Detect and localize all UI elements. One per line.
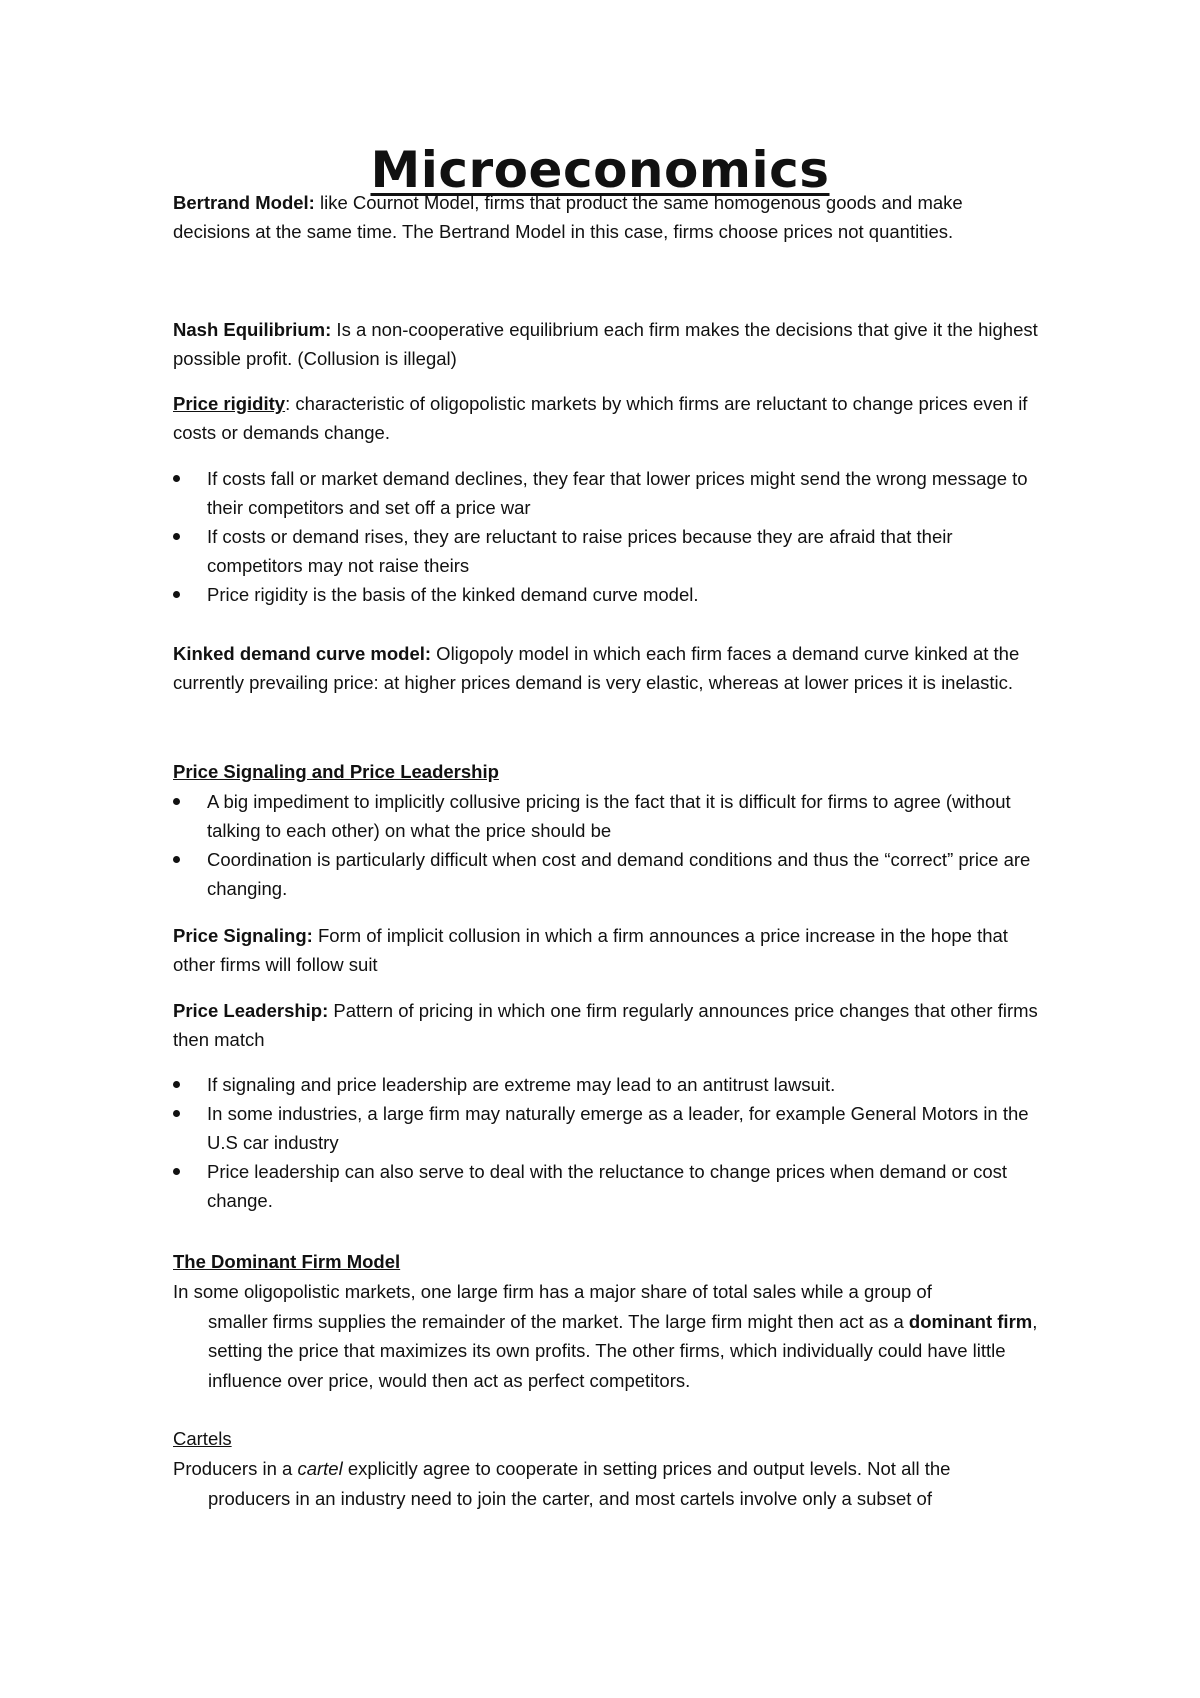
price-leadership-text: Pattern of pricing in which one firm regularly announces price changes that other firms then match [173, 1000, 1038, 1050]
nash-equilibrium-text: Is a non-cooperative equilibrium each firm makes the decisions that give it the highest possible profit. (Collusion is illegal) [173, 319, 1038, 369]
price-rigidity-paragraph [173, 389, 1043, 447]
bullet-icon [173, 1110, 180, 1117]
dominant-firm-text-a: smaller firms supplies the remainder of the market. The large firm might then act as a [208, 1310, 909, 1332]
dominant-firm-text-b: , setting the price that maximizes its own profits. The other firms, which individually could have little influence over price, would then act as perfect competitors. [208, 1310, 1038, 1391]
cartels-text-b: explicitly agree to cooperate in setting prices and output levels. Not all the [342, 1458, 951, 1479]
list-item-text: If costs fall or market demand declines, they fear that lower prices might send the wrong message to their competitors and set off a price war [207, 468, 1028, 518]
bertrand-model-term: Bertrand Model: [173, 192, 315, 213]
cartels-italic-term: cartel [297, 1458, 343, 1479]
price-rigidity-text: : characteristic of oligopolistic markets by which firms are reluctant to change prices even if costs or demands change. [173, 393, 1028, 443]
kinked-demand-text: Oligopoly model in which each firm faces a demand curve kinked at the currently prevailing price: at higher prices demand is very elastic, whereas at lower prices it is inelastic. [173, 643, 1020, 693]
bullet-icon [173, 591, 180, 598]
list-item [173, 464, 1053, 522]
nash-equilibrium-paragraph [173, 315, 1043, 373]
bullet-icon [173, 1168, 180, 1175]
bullet-icon [173, 856, 180, 863]
dominant-firm-continuation [173, 1307, 1053, 1396]
cartels-paragraph [173, 1454, 1053, 1513]
bullet-icon [173, 533, 180, 540]
list-item [173, 1157, 1053, 1215]
list-item [173, 522, 1053, 580]
dominant-firm-first-line: In some oligopolistic markets, one large firm has a major share of total sales while a group of [173, 1281, 932, 1302]
list-item-text: A big impediment to implicitly collusive pricing is the fact that it is difficult for firms to agree (without talking to each other) on what the price should be [207, 791, 1011, 841]
price-leadership-term: Price Leadership: [173, 1000, 329, 1021]
price-signaling-term: Price Signaling: [173, 925, 313, 946]
signaling-leadership-heading [173, 757, 1043, 786]
dominant-firm-heading [173, 1247, 1043, 1276]
price-rigidity-list [173, 464, 1053, 609]
cartels-continuation: producers in an industry need to join the carter, and most cartels involve only a subset of [208, 1487, 932, 1509]
cartels-first-line [173, 1454, 1053, 1484]
price-leadership-list [173, 1070, 1053, 1215]
dominant-firm-paragraph [173, 1277, 1053, 1395]
cartels-text-a: Producers in a [173, 1458, 298, 1479]
list-item-text: Coordination is particularly difficult when cost and demand conditions and thus the “correct” price are changing. [207, 849, 1031, 899]
cartels-heading [173, 1424, 1043, 1453]
list-item [173, 1099, 1053, 1157]
bullet-icon [173, 1081, 180, 1088]
page-title-text: Microeconomics [370, 141, 830, 199]
nash-equilibrium-term: Nash Equilibrium: [173, 319, 332, 340]
price-leadership-paragraph [173, 996, 1043, 1054]
signaling-leadership-list [173, 787, 1053, 903]
list-item [173, 580, 1053, 609]
signaling-leadership-heading-text: Price Signaling and Price Leadership [173, 761, 499, 782]
kinked-demand-paragraph [173, 639, 1043, 697]
price-signaling-text: Form of implicit collusion in which a firm announces a price increase in the hope that other firms will follow suit [173, 925, 1008, 975]
list-item-text: If signaling and price leadership are extreme may lead to an antitrust lawsuit. [207, 1074, 836, 1095]
list-item-text: If costs or demand rises, they are reluctant to raise prices because they are afraid that their competitors may not raise theirs [207, 526, 953, 576]
price-signaling-paragraph [173, 921, 1043, 979]
dominant-firm-heading-text: The Dominant Firm Model [173, 1251, 401, 1272]
list-item-text: Price leadership can also serve to deal with the reluctance to change prices when demand or cost change. [207, 1161, 1008, 1211]
bullet-icon [173, 798, 180, 805]
list-item-text: In some industries, a large firm may naturally emerge as a leader, for example General Motors in the U.S car industry [207, 1103, 1029, 1153]
dominant-firm-bold-term: dominant firm [908, 1310, 1033, 1332]
list-item [173, 1070, 1053, 1099]
bullet-icon [173, 475, 180, 482]
price-rigidity-term: Price rigidity [173, 393, 286, 414]
cartels-heading-text: Cartels [173, 1428, 232, 1449]
bertrand-model-paragraph [173, 188, 1043, 246]
list-item [173, 787, 1053, 845]
bertrand-model-text: like Cournot Model, firms that product the same homogenous goods and make decisions at the same time. The Bertrand Model in this case, firms choose prices not quantities. [173, 192, 963, 242]
list-item [173, 845, 1053, 903]
list-item-text: Price rigidity is the basis of the kinked demand curve model. [207, 584, 699, 605]
kinked-demand-term: Kinked demand curve model: [173, 643, 432, 664]
